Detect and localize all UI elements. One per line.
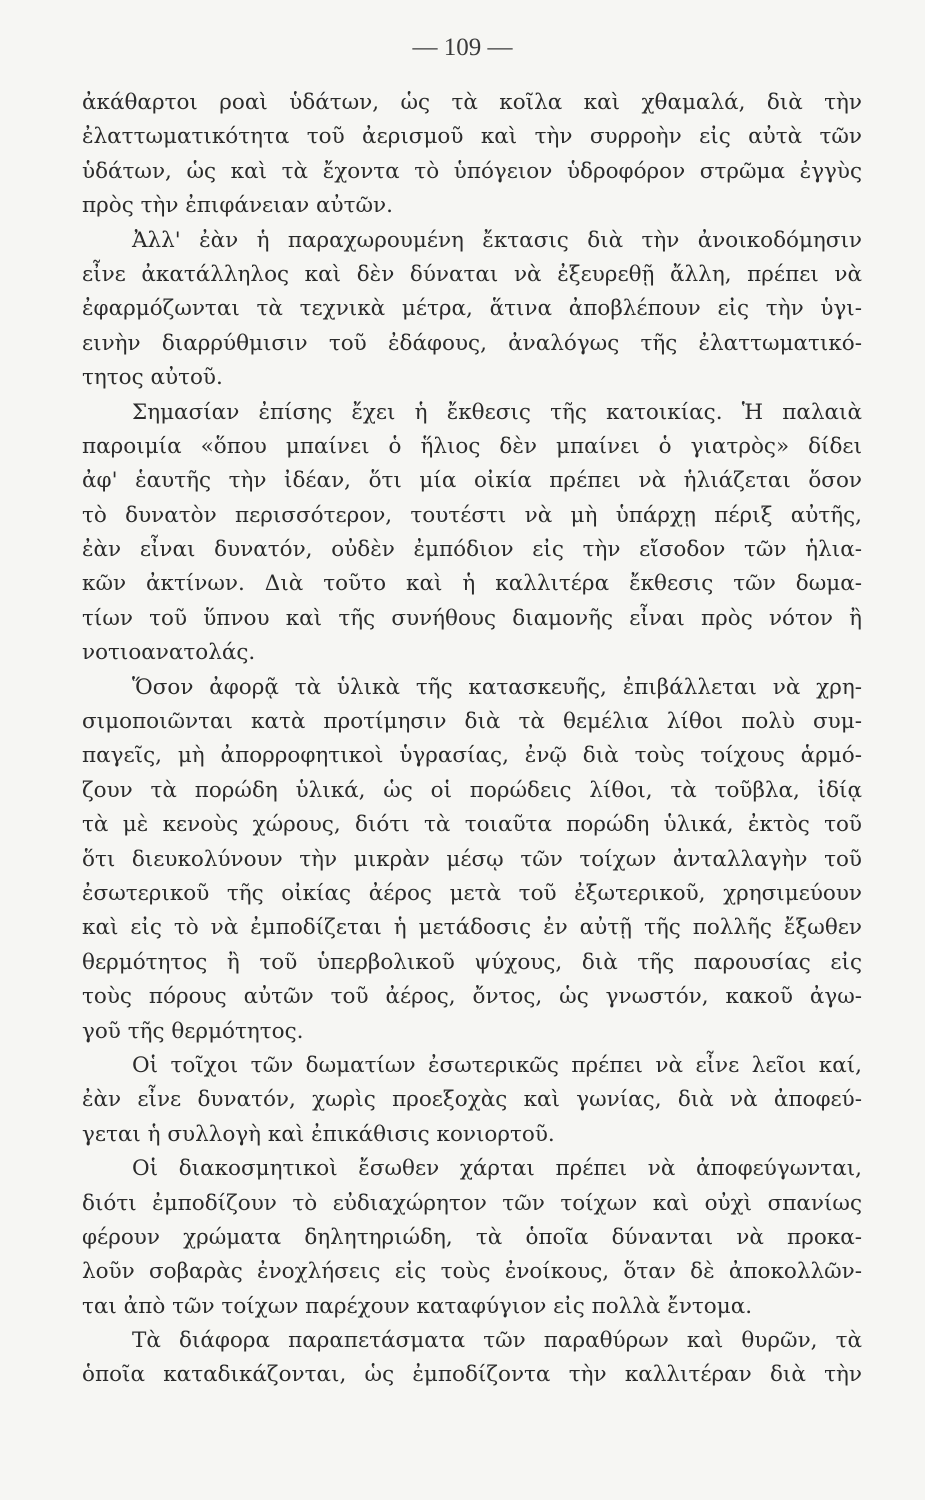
text-line: Ἀλλ' ἐὰν ἡ παραχωρουμένη ἔκτασις διὰ τὴν ἀνοικοδόμησιν: [132, 227, 862, 253]
text-line: ἐσωτερικοῦ τῆς οἰκίας ἀέρος μετὰ τοῦ ἐξωτερικοῦ, χρησιμεύουν: [82, 880, 862, 906]
text-line: διότι ἐμποδίζουν τὸ εὐδιαχώρητον τῶν τοίχων καὶ οὐχὶ σπανίως: [82, 1190, 862, 1216]
paragraph: [82, 86, 862, 224]
text-line: ἐλαττωματικότητα τοῦ ἀερισμοῦ καὶ τὴν συρροὴν εἰς αὐτὰ τῶν: [82, 124, 862, 150]
text-line: τητος αὐτοῦ.: [82, 365, 223, 391]
text-line: ὑδάτων, ὡς καὶ τὰ ἔχοντα τὸ ὑπόγειον ὑδροφόρον στρῶμα ἐγγὺς: [82, 158, 862, 184]
text-line: παγεῖς, μὴ ἀπορροφητικοὶ ὑγρασίας, ἐνῷ διὰ τοὺς τοίχους ἁρμό-: [82, 743, 862, 769]
text-body: [82, 86, 862, 1393]
text-line: ἐφαρμόζωνται τὰ τεχνικὰ μέτρα, ἅτινα ἀποβλέπουν εἰς τὴν ὑγι-: [82, 296, 862, 322]
text-line: λοῦν σοβαρὰς ἐνοχλήσεις εἰς τοὺς ἐνοίκους, ὅταν δὲ ἀποκολλῶν-: [82, 1259, 862, 1285]
text-line: παροιμία «ὅπου μπαίνει ὁ ἥλιος δὲν μπαίνει ὁ γιατρὸς» δίδει: [82, 433, 862, 459]
text-line: θερμότητος ἢ τοῦ ὑπερβολικοῦ ψύχους, διὰ τῆς παρουσίας εἰς: [82, 949, 862, 975]
text-line: Οἱ τοῖχοι τῶν δωματίων ἐσωτερικῶς πρέπει νὰ εἶνε λεῖοι καί,: [132, 1052, 862, 1078]
page-number: — 109 —: [412, 34, 513, 61]
text-line: ται ἀπὸ τῶν τοίχων παρέχουν καταφύγιον εἰς πολλὰ ἔντομα.: [82, 1293, 753, 1319]
text-line: Οἱ διακοσμητικοὶ ἔσωθεν χάρται πρέπει νὰ ἀποφεύγωνται,: [132, 1156, 862, 1182]
text-line: ἀκάθαρτοι ροαὶ ὑδάτων, ὡς τὰ κοῖλα καὶ χθαμαλά, διὰ τὴν: [82, 90, 862, 115]
text-line: γεται ἡ συλλογὴ καὶ ἐπικάθισις κονιορτοῦ.: [82, 1121, 555, 1147]
paragraph: [82, 1049, 862, 1152]
text-line: τοὺς πόρους αὐτῶν τοῦ ἀέρος, ὄντος, ὡς γνωστόν, κακοῦ ἀγω-: [82, 984, 862, 1010]
text-line: σιμοποιῶνται κατὰ προτίμησιν διὰ τὰ θεμέλια λίθοι πολὺ συμ-: [82, 709, 862, 735]
text-line: φέρουν χρώματα δηλητηριώδη, τὰ ὁποῖα δύνανται νὰ προκα-: [82, 1224, 862, 1250]
text-line: Τὰ διάφορα παραπετάσματα τῶν παραθύρων καὶ θυρῶν, τὰ: [132, 1328, 862, 1354]
text-line: ζουν τὰ πορώδη ὑλικά, ὡς οἱ πορώδεις λίθοι, τὰ τοῦβλα, ἰδίᾳ: [82, 777, 862, 803]
paragraph: [82, 671, 862, 1049]
text-line: κῶν ἀκτίνων. Διὰ τοῦτο καὶ ἡ καλλιτέρα ἔκθεσις τῶν δωμα-: [82, 571, 862, 597]
text-line: τίων τοῦ ὕπνου καὶ τῆς συνήθους διαμονῆς εἶναι πρὸς νότον ἢ: [82, 605, 862, 631]
text-line: ἀφ' ἑαυτῆς τὴν ἰδέαν, ὅτι μία οἰκία πρέπει νὰ ἡλιάζεται ὅσον: [82, 468, 862, 494]
paragraph: [82, 1152, 862, 1324]
text-line: ὅτι διευκολύνουν τὴν μικρὰν μέσῳ τῶν τοίχων ἀνταλλαγὴν τοῦ: [82, 846, 862, 872]
text-line: ἐὰν εἶναι δυνατόν, οὐδὲν ἐμπόδιον εἰς τὴν εἴσοδον τῶν ἡλια-: [82, 537, 862, 563]
text-line: εἶνε ἀκατάλληλος καὶ δὲν δύναται νὰ ἐξευρεθῇ ἄλλη, πρέπει νὰ: [82, 261, 862, 287]
text-line: τὰ μὲ κενοὺς χώρους, διότι τὰ τοιαῦτα πορώδη ὑλικά, ἐκτὸς τοῦ: [82, 812, 862, 838]
text-line: Ὅσον ἀφορᾷ τὰ ὑλικὰ τῆς κατασκευῆς, ἐπιβάλλεται νὰ χρη-: [132, 674, 862, 700]
paragraph: [82, 1324, 862, 1393]
paragraph: [82, 224, 862, 396]
text-line: εινὴν διαρρύθμισιν τοῦ ἐδάφους, ἀναλόγως τῆς ἐλαττωματικό-: [82, 330, 862, 356]
text-line: καὶ εἰς τὸ νὰ ἐμποδίζεται ἡ μετάδοσις ἐν αὐτῇ τῆς πολλῆς ἔξωθεν: [82, 915, 862, 941]
text-line: Σημασίαν ἐπίσης ἔχει ἡ ἔκθεσις τῆς κατοικίας. Ἡ παλαιὰ: [132, 399, 862, 425]
text-line: τὸ δυνατὸν περισσότερον, τουτέστι νὰ μὴ ὑπάρχῃ πέριξ αὐτῆς,: [82, 502, 862, 528]
text-line: ἐὰν εἶνε δυνατόν, χωρὶς προεξοχὰς καὶ γωνίας, διὰ νὰ ἀποφεύ-: [82, 1087, 862, 1113]
text-line: ὁποῖα καταδικάζονται, ὡς ἐμποδίζοντα τὴν καλλιτέραν διὰ τὴν: [82, 1362, 862, 1388]
text-line: πρὸς τὴν ἐπιφάνειαν αὐτῶν.: [82, 193, 393, 219]
text-line: γοῦ τῆς θερμότητος.: [82, 1018, 304, 1044]
text-line: νοτιοανατολάς.: [82, 640, 256, 666]
paragraph: [82, 396, 862, 671]
